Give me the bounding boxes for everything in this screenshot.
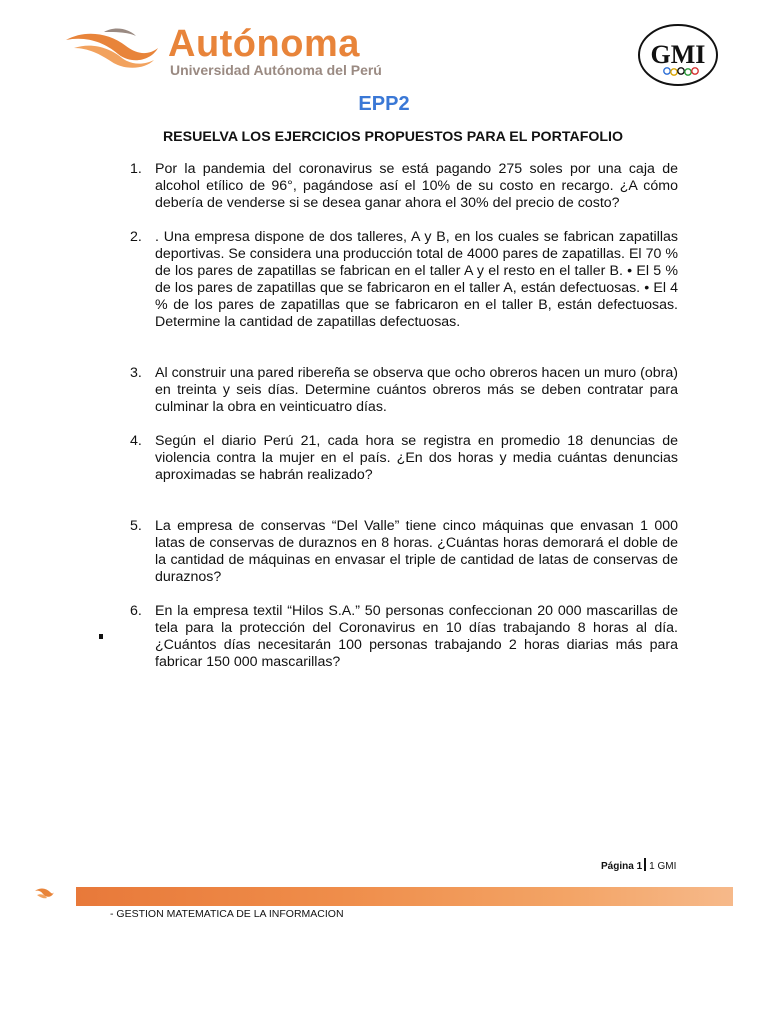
exercise-text: . Una empresa dispone de dos talleres, A y B, en los cuales se fabrican zapatillas deportivas. Se considera una producción total de 4000 pares de zapatillas. El 70 % de los pares de zapatillas se fabrican en el taller A y el resto en el taller B. • El 5 % de los pares de zapatillas que se fabricaron en el taller A, están defectuosas. • El 4 % de los pares de zapatillas que se fabricaron en el taller B, están defectuosas. Determine la cantidad de zapatillas defectuosas. — [155, 229, 678, 330]
exercise-text: Al construir una pared ribereña se observa que ocho obreros hacen un muro (obra) en treinta y seis días. Determine cuántos obreros más se deben contratar para culminar la obra en veinticuatro días. — [155, 365, 678, 415]
exercise-number: 6. — [130, 603, 142, 619]
exercise-number: 5. — [130, 518, 142, 534]
document-title: EPP2 — [358, 93, 410, 115]
exercise-text: La empresa de conservas “Del Valle” tiene cinco máquinas que envasan 1 000 latas de conservas de duraznos en 8 horas. ¿Cuántas horas demorará el doble de la cantidad de máquinas en envasar el triple de cantidad de latas de conservas de duraznos? — [155, 518, 678, 585]
university-logo — [64, 22, 382, 82]
exercise-text: Por la pandemia del coronavirus se está pagando 275 soles por una caja de alcohol etílico de 96°, pagándose así el 10% de su costo en recargo. ¿A cómo debería de venderse si se desea ganar ahora el 30% del precio de costo? — [155, 161, 678, 211]
exercise-list — [130, 161, 678, 671]
exercise-item — [130, 365, 678, 416]
logo-swoosh-icon — [64, 26, 160, 70]
exercise-text: Según el diario Perú 21, cada hora se registra en promedio 18 denuncias de violencia contra la mujer en el país. ¿En dos horas y media cuántas denuncias aproximadas se habrán realizado? — [155, 433, 678, 483]
exercise-item — [130, 433, 678, 484]
footer-bar — [76, 887, 733, 906]
page-label: Página 1 — [601, 861, 643, 872]
document-subtitle: RESUELVA LOS EJERCICIOS PROPUESTOS PARA EL PORTAFOLIO — [162, 129, 624, 145]
page-number — [601, 858, 676, 874]
footer-course-name: - GESTION MATEMATICA DE LA INFORMACION — [110, 908, 344, 920]
logo-subtitle: Universidad Autónoma del Perú — [170, 62, 382, 78]
exercise-number: 4. — [130, 433, 142, 449]
logo-name: Autónoma — [168, 23, 360, 65]
exercise-text: En la empresa textil “Hilos S.A.” 50 personas confeccionan 20 000 mascarillas de tela para la protección del Coronavirus en 10 días trabajando 8 horas al día. ¿Cuántos días necesitarán 100 personas trabajando 2 horas diarias más para fabricar 150 000 mascarillas? — [155, 603, 678, 670]
footer-swoosh-icon — [34, 886, 54, 900]
gmi-badge-text: GMI — [650, 40, 706, 69]
exercise-item — [130, 603, 678, 671]
gmi-badge — [637, 23, 719, 87]
exercise-item — [130, 161, 678, 212]
page-separator — [644, 858, 646, 871]
exercise-number: 3. — [130, 365, 142, 381]
exercise-item — [130, 518, 678, 586]
page-suffix: 1 GMI — [649, 861, 677, 872]
stray-bullet-mark — [99, 634, 103, 639]
exercise-item — [130, 229, 678, 331]
exercise-number: 2. — [130, 229, 142, 245]
exercise-number: 1. — [130, 161, 142, 177]
